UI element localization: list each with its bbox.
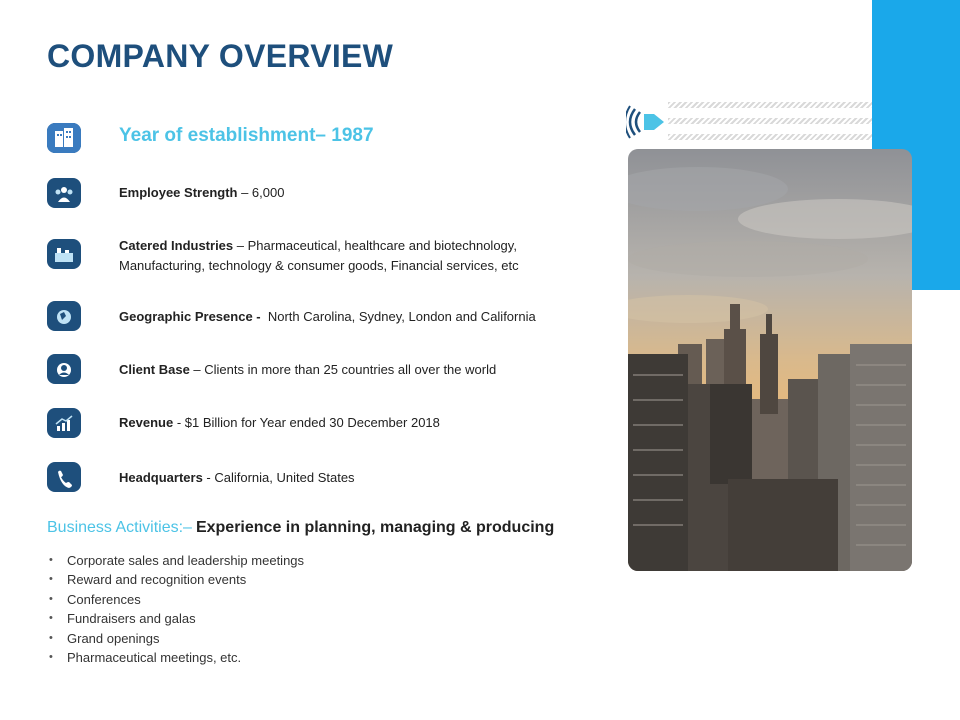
decorative-stripe — [668, 102, 872, 108]
business-activities-label: Business Activities:– — [47, 519, 192, 536]
fact-label: Geographic Presence - — [119, 309, 261, 324]
page-title: COMPANY OVERVIEW — [47, 38, 394, 74]
fact-label: Client Base — [119, 362, 190, 377]
fact-label: Headquarters — [119, 470, 203, 485]
fact-employee-strength — [119, 183, 284, 203]
list-item: • Pharmaceutical meetings, etc. — [47, 648, 304, 667]
fact-label: Catered Industries — [119, 238, 234, 253]
fact-text: - $1 Billion for Year ended 30 December 2018 — [173, 415, 440, 430]
business-activities-heading — [47, 519, 554, 537]
fact-text: – Pharmaceutical, healthcare and biotechnology, — [233, 238, 517, 253]
decorative-stripe — [668, 118, 872, 124]
fact-client-base — [119, 360, 496, 380]
fact-label: Revenue — [119, 415, 174, 430]
decorative-stripe — [668, 134, 872, 140]
clients-icon — [47, 354, 81, 384]
employees-icon — [47, 178, 81, 208]
list-item: • Grand openings — [47, 629, 304, 648]
business-activities-list — [47, 551, 304, 667]
fact-revenue — [119, 413, 440, 433]
globe-icon — [47, 301, 81, 331]
list-item: • Conferences — [47, 590, 304, 609]
fact-text: North Carolina, Sydney, London and California — [260, 309, 536, 324]
list-item: • Reward and recognition events — [47, 570, 304, 589]
revenue-icon — [47, 408, 81, 438]
fact-text-continued: Manufacturing, technology & consumer goods, Financial services, etc — [119, 258, 519, 273]
year-label: Year of establishment — [119, 125, 316, 146]
year-value: – 1987 — [315, 125, 374, 146]
fact-geographic-presence — [119, 307, 536, 327]
fact-label: Employee Strength — [119, 185, 238, 200]
establishment-year — [119, 125, 374, 147]
list-item: • Fundraisers and galas — [47, 609, 304, 628]
fact-headquarters — [119, 468, 355, 488]
building-icon — [47, 123, 81, 153]
fact-text: – Clients in more than 25 countries all over the world — [189, 362, 497, 377]
phone-icon — [47, 462, 81, 492]
speaker-icon — [626, 104, 668, 140]
business-activities-text: Experience in planning, managing & producing — [195, 519, 555, 536]
fact-text: – 6,000 — [237, 185, 285, 200]
list-item: • Corporate sales and leadership meetings — [47, 551, 304, 570]
fact-text: - California, United States — [202, 470, 355, 485]
industry-icon — [47, 239, 81, 269]
city-skyline-photo — [628, 149, 912, 571]
fact-catered-industries — [119, 236, 519, 276]
